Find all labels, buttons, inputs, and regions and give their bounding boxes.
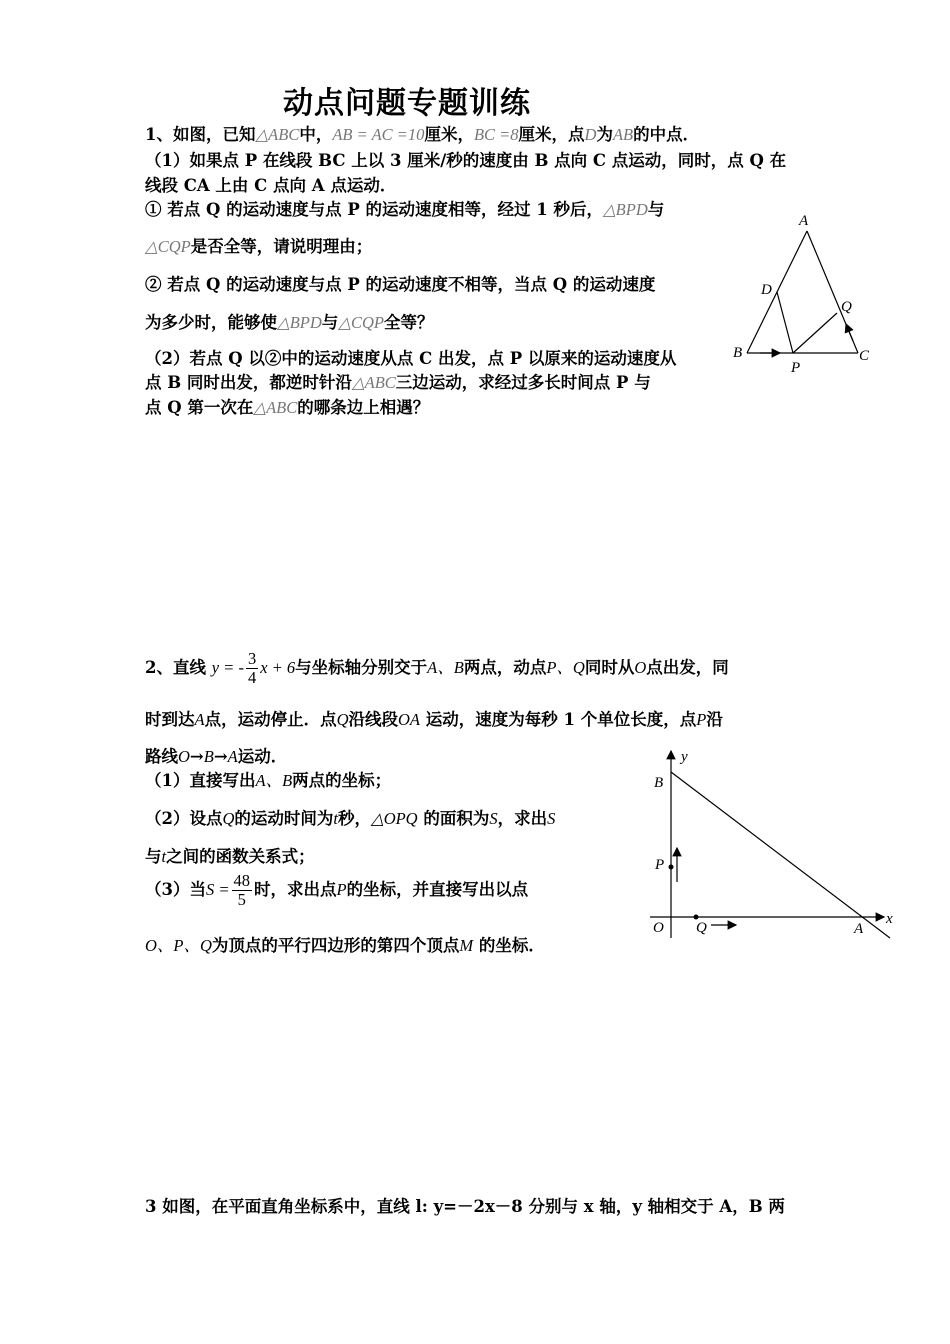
label-b: B [733, 345, 743, 361]
label-p: P [655, 857, 665, 873]
label-y: y [681, 749, 688, 765]
p1-line7: 为多少时，能够使△BPD与△CQP全等？ [145, 313, 434, 332]
p1-line8: （2）若点 Q 以②中的运动速度从点 C 出发，点 P 以原来的运动速度从 [145, 349, 677, 368]
p2-line5: （2）设点Q的运动时间为t秒，△OPQ 的面积为S，求出S [145, 809, 556, 828]
triangle-figure [725, 205, 885, 380]
p2-line2: 时到达A点，运动停止．点Q沿线段OA 运动，速度为每秒 1 个单位长度，点P沿 [145, 710, 723, 729]
p1-line1: 1、如图，已知△ABC中，AB = AC =10厘米，BC =8厘米，点D为AB的中点． [145, 125, 700, 144]
p1-line4: ① 若点 Q 的运动速度与点 P 的运动速度相等，经过 1 秒后，△BPD与 [145, 200, 665, 219]
p1-line10: 点 Q 第一次在△ABC的哪条边上相遇？ [145, 398, 430, 417]
p1-line5: △CQP是否全等，请说明理由； [145, 237, 373, 256]
label-q: Q [841, 299, 852, 315]
p1-line3: 线段 CA 上由 C 点向 A 点运动． [145, 176, 397, 195]
p2-line1: 2、直线 y = - $\frac{3}{4}$ x + 6与坐标轴分别交于A、B两点，动点P、Q同时从O点出发，同 [145, 649, 729, 687]
p2-line8: O、P、Q为顶点的平行四边形的第四个顶点M 的坐标． [145, 936, 545, 955]
p2-line7: （3）当S = $\frac{48}{5}$ 时，求出点P的坐标，并直接写出以点 [145, 871, 529, 909]
label-p: P [791, 360, 801, 376]
p2-line6: 与t之间的函数关系式； [145, 847, 315, 866]
segment-pq [793, 313, 837, 353]
label-b: B [654, 775, 664, 791]
label-x: x [886, 911, 893, 927]
page-title: 动点问题专题训练 [283, 86, 531, 121]
p1-line9: 点 B 同时出发，都逆时针沿△ABC三边运动，求经过多长时间点 P 与 [145, 373, 651, 392]
label-c: C [859, 348, 870, 364]
p1-line2: （1）如果点 P 在线段 BC 上以 3 厘米/秒的速度由 B 点向 C 点运动，同时，点 Q 在 [145, 151, 787, 170]
p2-line3: 路线O→B→A运动． [145, 747, 288, 766]
label-o: O [653, 920, 664, 936]
label-a: A [799, 213, 809, 229]
fraction-48-5: $\frac{48}{5}$ [233, 871, 250, 909]
p1-line6: ② 若点 Q 的运动速度与点 P 的运动速度不相等，当点 Q 的运动速度 [145, 275, 656, 294]
fraction-three-quarters: $\frac{3}{4}$ [247, 649, 257, 687]
label-d: D [761, 282, 772, 298]
label-q: Q [696, 920, 707, 936]
point-q [694, 915, 699, 920]
coordinate-figure [640, 745, 900, 945]
segment-dp [777, 292, 793, 353]
line-ab [671, 772, 890, 938]
point-p [669, 865, 674, 870]
p3-line1: 3 如图，在平面直角坐标系中，直线 l: y=－2x－8 分别与 x 轴，y 轴相交于 A，B 两 [145, 1197, 785, 1216]
p2-line4: （1）直接写出A、B两点的坐标； [145, 771, 392, 790]
label-a: A [854, 921, 864, 937]
arrow-q [846, 324, 853, 341]
